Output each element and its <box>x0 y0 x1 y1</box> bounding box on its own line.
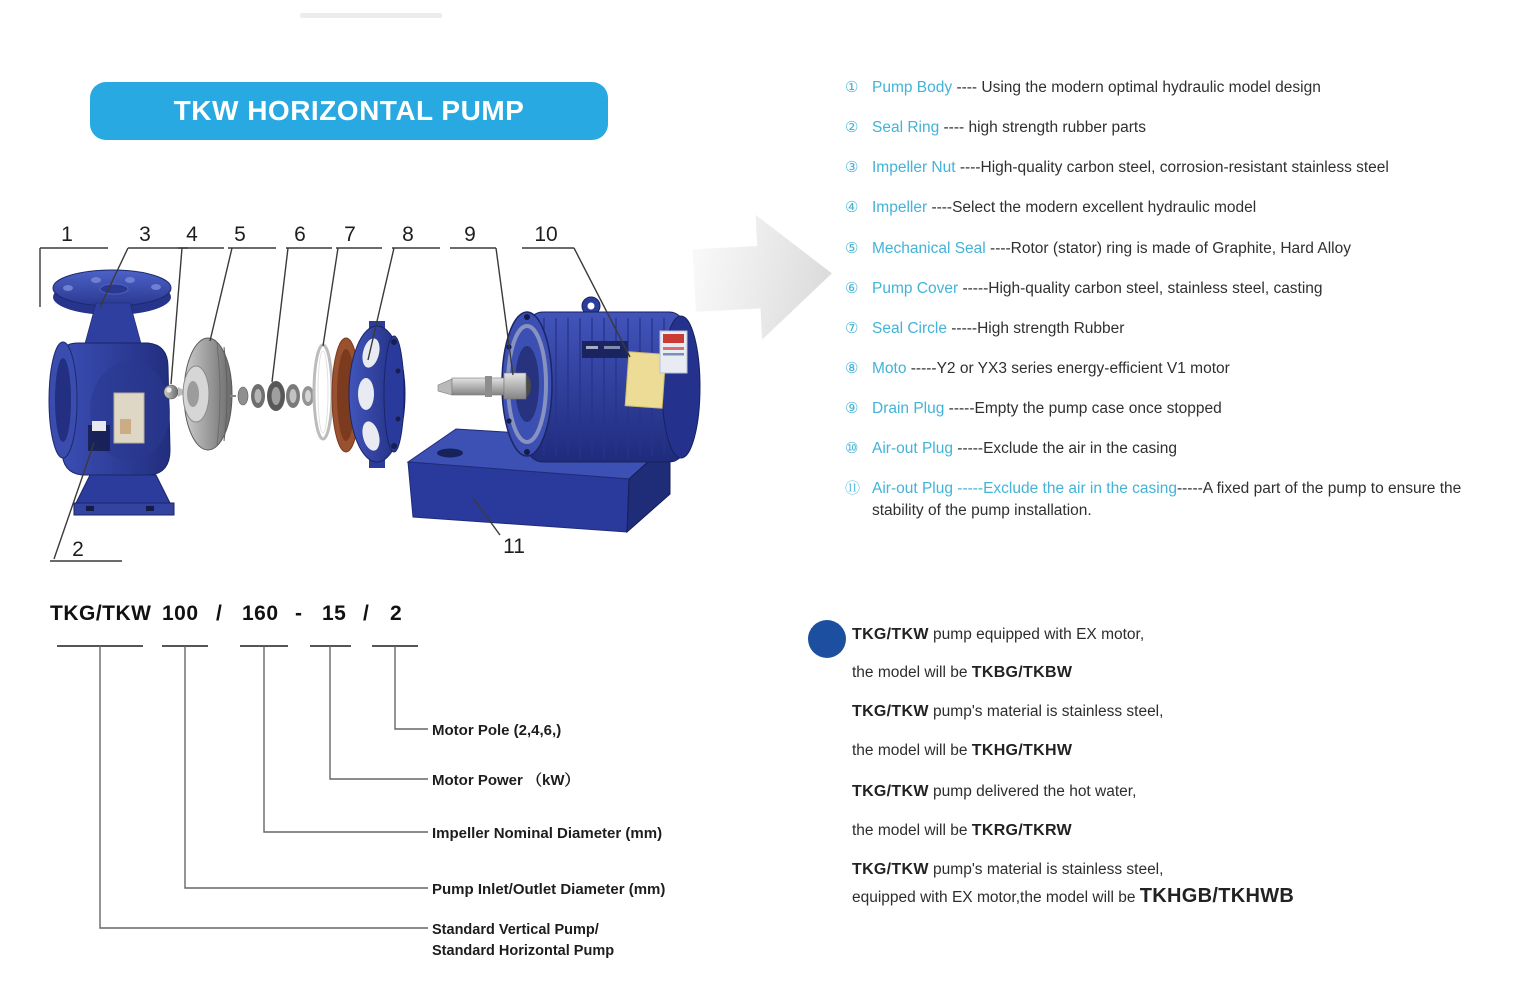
pump-cover-part <box>332 321 405 468</box>
part-name-desc: -----Exclude the air in the casing <box>952 480 1177 497</box>
pump-body-part <box>49 270 174 515</box>
impeller-part <box>183 338 232 450</box>
note-line <box>852 781 1136 802</box>
callout-4: 4 <box>186 223 198 246</box>
part-name: Impeller <box>872 199 928 216</box>
seal-circle-part <box>314 345 332 439</box>
callout-8: 8 <box>402 223 414 246</box>
callout-2: 2 <box>72 538 84 561</box>
label-inlet-outlet-diameter: Pump Inlet/Outlet Diameter (mm) <box>432 881 666 898</box>
note-model: TKG/TKW <box>852 626 929 643</box>
callout-3: 3 <box>139 223 151 246</box>
top-decoration <box>300 13 442 18</box>
part-name: Impeller Nut <box>872 159 956 176</box>
part-name: Air-out Plug <box>872 480 953 497</box>
parts-list-item <box>845 398 1492 420</box>
parts-list-item <box>845 117 1492 139</box>
parts-list-item <box>845 197 1492 219</box>
label-impeller-diameter: Impeller Nominal Diameter (mm) <box>432 825 663 842</box>
item-number: ⑩ <box>845 440 859 457</box>
part-desc: ----High-quality carbon steel, corrosion-resistant stainless steel <box>955 159 1389 176</box>
model-code-connectors <box>0 600 730 1000</box>
part-name: Mechanical Seal <box>872 240 986 257</box>
note-pre: equipped with EX motor,the model will be <box>852 889 1140 906</box>
item-number: ① <box>845 79 859 96</box>
part-name: Pump Cover <box>872 280 959 297</box>
callout-1: 1 <box>61 223 73 246</box>
note-line <box>852 886 1294 908</box>
note-line <box>852 820 1072 841</box>
part-name: Drain Plug <box>872 400 945 417</box>
note-pre: the model will be <box>852 822 972 839</box>
parts-list-item <box>845 157 1492 179</box>
item-number: ⑪ <box>845 480 861 497</box>
model-segment-series: TKG/TKW <box>50 602 152 625</box>
mechanical-seal-part <box>230 381 314 411</box>
note-model: TKBG/TKBW <box>971 664 1073 681</box>
item-number: ⑤ <box>845 240 859 257</box>
note-line <box>852 701 1163 722</box>
part-desc: ---- Using the modern optimal hydraulic model design <box>952 79 1321 96</box>
note-model: TKHG/TKHW <box>971 742 1073 759</box>
note-post: pump equipped with EX motor, <box>928 626 1145 643</box>
note-line <box>852 740 1072 761</box>
note-model: TKG/TKW <box>852 783 929 800</box>
part-desc: -----High strength Rubber <box>946 320 1125 337</box>
note-line <box>852 662 1072 683</box>
part-name: Seal Ring <box>872 119 940 136</box>
model-segment-power: 15 <box>322 602 347 625</box>
note-model: TKRG/TKRW <box>971 822 1072 839</box>
parts-list-item <box>845 358 1492 380</box>
parts-list-item <box>845 238 1492 260</box>
note-pre: the model will be <box>852 742 972 759</box>
item-number: ③ <box>845 159 859 176</box>
note-post: pump's material is stainless steel, <box>928 861 1164 878</box>
part-desc: -----Exclude the air in the casing <box>952 440 1177 457</box>
note-line <box>852 624 1144 645</box>
note-post: pump delivered the hot water, <box>928 783 1137 800</box>
item-number: ⑦ <box>845 320 859 337</box>
callout-5: 5 <box>234 223 246 246</box>
callout-10: 10 <box>534 223 558 246</box>
parts-list <box>845 0 1505 560</box>
model-segment-pole: 2 <box>390 602 403 625</box>
label-standard-pump <box>432 920 614 962</box>
note-model: TKG/TKW <box>852 861 929 878</box>
item-number: ④ <box>845 199 859 216</box>
shaft-part <box>438 373 526 399</box>
note-pre: the model will be <box>852 664 972 681</box>
item-number: ⑨ <box>845 400 859 417</box>
item-number: ⑧ <box>845 360 859 377</box>
note-model: TKG/TKW <box>852 703 929 720</box>
note-line <box>852 859 1163 880</box>
item-number: ⑥ <box>845 280 859 297</box>
exploded-diagram <box>30 195 760 585</box>
part-desc: -----A fixed part of the pump to ensure the stability of the pump installation. <box>872 480 1462 519</box>
bullet-icon <box>808 620 846 658</box>
part-desc: -----Empty the pump case once stopped <box>944 400 1222 417</box>
callout-6: 6 <box>294 223 306 246</box>
model-segment-slash2: / <box>363 602 370 625</box>
pump-body-label <box>114 393 144 443</box>
part-desc: -----High-quality carbon steel, stainless steel, casting <box>958 280 1323 297</box>
model-segment-dash: - <box>295 602 303 625</box>
parts-list-item <box>845 318 1492 340</box>
item-number: ② <box>845 119 859 136</box>
title-banner <box>90 82 608 140</box>
note-post: pump's material is stainless steel, <box>928 703 1164 720</box>
callout-9: 9 <box>464 223 476 246</box>
label-motor-pole: Motor Pole (2,4,6,) <box>432 722 562 739</box>
part-desc: -----Y2 or YX3 series energy-efficient V1 motor <box>906 360 1230 377</box>
motor-part <box>502 297 700 462</box>
callout-7: 7 <box>344 223 356 246</box>
parts-list-item <box>845 478 1492 522</box>
parts-list-item <box>845 278 1492 300</box>
part-desc: ----Rotor (stator) ring is made of Graphite, Hard Alloy <box>985 240 1351 257</box>
part-desc: ---- high strength rubber parts <box>939 119 1146 136</box>
part-desc: ----Select the modern excellent hydraulic model <box>927 199 1257 216</box>
parts-list-item <box>845 438 1492 460</box>
part-name: Moto <box>872 360 907 377</box>
note-model: TKHGB/TKHWB <box>1139 885 1295 907</box>
model-segment-inlet: 100 <box>162 602 199 625</box>
part-name: Seal Circle <box>872 320 947 337</box>
page-title: TKW HORIZONTAL PUMP <box>173 95 525 126</box>
parts-list-item <box>845 77 1492 99</box>
label-standard-pump-line1: Standard Vertical Pump/ <box>432 922 599 938</box>
label-motor-power: Motor Power （kW） <box>432 772 580 789</box>
part-name: Pump Body <box>872 79 953 96</box>
motor-red-label <box>660 331 687 373</box>
callout-11: 11 <box>503 535 525 558</box>
label-standard-pump-line2: Standard Horizontal Pump <box>432 943 615 959</box>
model-segment-impeller: 160 <box>242 602 279 625</box>
model-segment-slash1: / <box>216 602 223 625</box>
part-name: Air-out Plug <box>872 440 953 457</box>
